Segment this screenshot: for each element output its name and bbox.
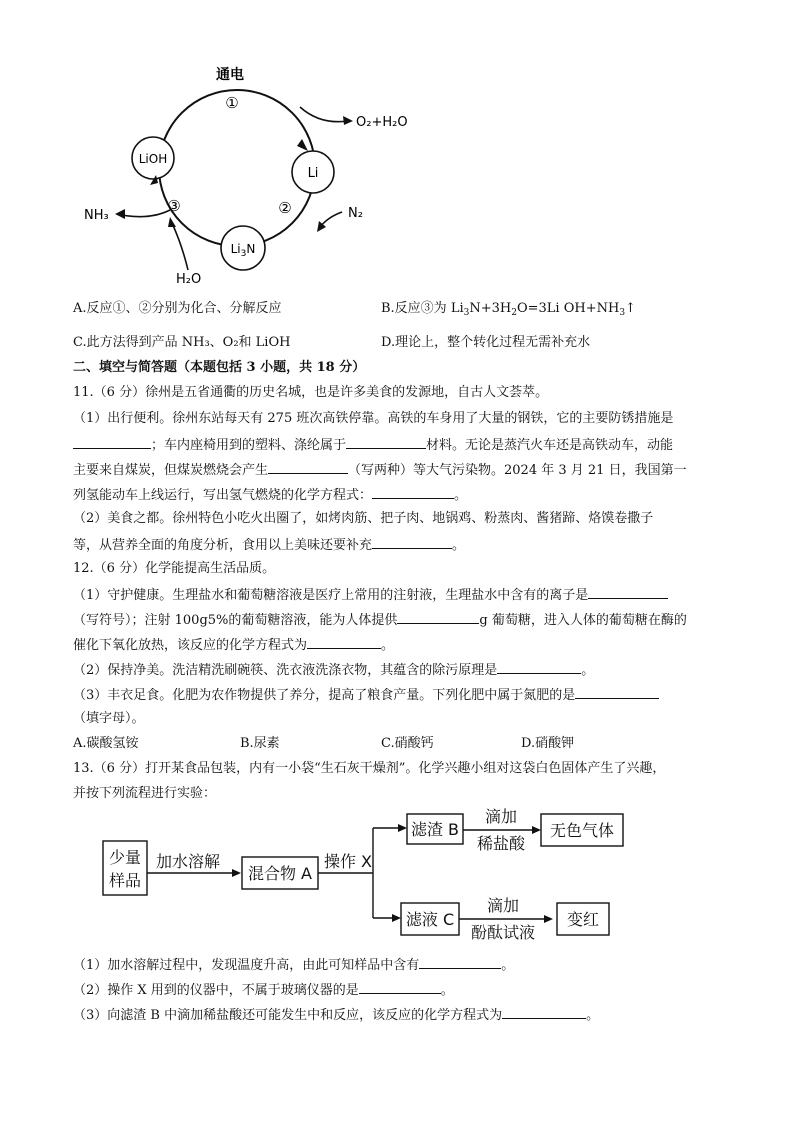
up-arrow: ↑ xyxy=(625,301,636,316)
q13-q3a: （3）向滤渣 B 中滴加稀盐酸还可能发生中和反应，该反应的化学方程式为 xyxy=(73,1008,503,1023)
q12-p2 xyxy=(73,660,594,680)
lithium-cycle-diagram xyxy=(70,55,430,290)
o2-h2o-label: O₂+H₂O xyxy=(356,115,408,130)
q11-p2-line1: （2）美食之都。徐州特色小吃火出圈了，如烤肉筋、把子肉、地锅鸡、粉蒸肉、酱猪蹄、烙馍卷撒子 xyxy=(73,511,654,526)
hcl-arrowhead xyxy=(532,826,541,834)
option-a: A.反应①、②分别为化合、分解反应 xyxy=(73,301,282,316)
answer-blank[interactable] xyxy=(497,660,581,674)
sample-label-2: 样品 xyxy=(108,871,142,890)
q12-p2a: （2）保持净美。洗洁精洗刷碗筷、洗衣液洗涤衣物，其蕴含的除污原理是 xyxy=(73,663,498,678)
q11-p1-line4a: 列氢能动车上线运行，写出氢气燃烧的化学方程式： xyxy=(73,488,373,503)
q13-q1a: （1）加水溶解过程中，发现温度升高，由此可知样品中含有 xyxy=(73,958,420,973)
nh3-arrowhead xyxy=(115,209,125,219)
step-1-label: ① xyxy=(225,94,239,112)
filtrate-label: 滤液 C xyxy=(405,910,455,929)
answer-blank[interactable] xyxy=(307,635,381,649)
turns-red-label: 变红 xyxy=(566,910,600,929)
phenolphthalein-label: 酚酞试液 xyxy=(470,923,536,942)
q11-p2-line2 xyxy=(73,535,465,555)
o2-h2o-arrow xyxy=(300,107,348,122)
q13-q1 xyxy=(73,955,514,975)
n2-label: N₂ xyxy=(348,206,363,221)
q11-p1-line3 xyxy=(73,460,687,480)
answer-blank[interactable] xyxy=(268,460,348,474)
q11-p2-line2a: 等，从营养全面的角度分析，食用以上美味还要补充 xyxy=(73,538,373,553)
q11-p1-line4b: 。 xyxy=(454,488,468,503)
q11-p1-line2b: 材料。无论是蒸汽火车还是高铁动车，动能 xyxy=(426,438,674,453)
answer-blank[interactable] xyxy=(397,610,479,624)
q13-q3b: 。 xyxy=(586,1008,600,1023)
q11-p1-line3b: （写两种）等大气污染物。2024 年 3 月 21 日，我国第一 xyxy=(348,463,687,478)
q12-choice-c: C.硝酸钙 xyxy=(381,736,434,751)
option-d: D.理论上，整个转化过程无需补充水 xyxy=(381,335,591,350)
option-b-sub2: 2 xyxy=(511,308,517,318)
q12-p1-line3b: 。 xyxy=(381,638,395,653)
answer-blank[interactable] xyxy=(419,955,501,969)
h2o-arrow xyxy=(172,223,188,270)
answer-blank[interactable] xyxy=(73,435,151,449)
q13-stem-line1: 13.（6 分）打开某食品包装，内有一小袋“生石灰干燥剂”。化学兴趣小组对这袋白色固体产生了兴趣， xyxy=(73,761,666,776)
nh3-arrow xyxy=(122,210,170,217)
q11-p1-line2 xyxy=(73,435,673,455)
branch-bottom-arrowhead xyxy=(392,914,401,922)
option-b xyxy=(381,300,636,322)
q12-p3-line1-text: （3）丰衣足食。化肥为农作物提供了养分，提高了粮食产量。下列化肥中属于氮肥的是 xyxy=(73,688,576,703)
q11-stem: 11.（6 分）徐州是五省通衢的历史名城，也是许多美食的发源地，自古人文荟萃。 xyxy=(73,385,549,400)
dissolve-arrowhead xyxy=(232,869,241,877)
experiment-flowchart xyxy=(95,800,640,950)
step-2-label: ② xyxy=(278,199,292,217)
li3n-node xyxy=(221,226,265,270)
q11-p1-line4 xyxy=(73,485,467,505)
step-3-label: ③ xyxy=(167,197,181,215)
top-label: 通电 xyxy=(216,67,244,83)
q12-p2b: 。 xyxy=(581,663,595,678)
add-label-2: 滴加 xyxy=(486,896,520,915)
li-label: Li xyxy=(307,166,319,181)
mixture-label: 混合物 A xyxy=(247,864,313,883)
q12-p1-line2a: （写符号）；注射 100g5%的葡萄糖溶液，能为人体提供 xyxy=(73,613,398,628)
option-b-sub3: 3 xyxy=(619,308,626,318)
li3n-label: $Li_3N$ xyxy=(230,242,256,259)
answer-blank[interactable] xyxy=(346,435,426,449)
q12-p1-line1 xyxy=(73,585,668,605)
q11-p2-line2b: 。 xyxy=(452,538,466,553)
h2o-label: H₂O xyxy=(176,272,202,287)
option-b-post: O=3Li OH+NH xyxy=(516,301,620,316)
q12-p1-line2 xyxy=(73,610,687,630)
q12-stem: 12.（6 分）化学能提高生活品质。 xyxy=(73,561,276,576)
q11-p1-line2a: ；车内座椅用到的塑料、涤纶属于 xyxy=(151,438,347,453)
answer-blank[interactable] xyxy=(359,980,441,994)
lioh-label: LiOH xyxy=(138,152,168,166)
phenolphthalein-arrowhead xyxy=(544,915,553,923)
gas-label: 无色气体 xyxy=(549,821,615,840)
answer-blank[interactable] xyxy=(372,535,452,549)
sample-label-1: 少量 xyxy=(108,848,142,867)
q13-q2a: （2）操作 X 用到的仪器中，不属于玻璃仪器的是 xyxy=(73,983,359,998)
q12-choice-b: B.尿素 xyxy=(240,736,280,751)
dissolve-label: 加水溶解 xyxy=(155,852,221,871)
option-b-mid: N+3H xyxy=(469,301,512,316)
hcl-label: 稀盐酸 xyxy=(476,834,526,853)
residue-label: 滤渣 B xyxy=(410,820,460,839)
q12-p3-line1 xyxy=(73,685,659,705)
q12-p1-line3 xyxy=(73,635,394,655)
q13-q3 xyxy=(73,1005,599,1025)
q12-p1-line2b: g 葡萄糖，进入人体的葡萄糖在酶的 xyxy=(479,613,687,628)
q12-choice-d: D.硝酸钾 xyxy=(521,736,575,751)
h2o-arrowhead xyxy=(168,217,176,227)
answer-blank[interactable] xyxy=(502,1005,586,1019)
section-2-title: 二、填空与简答题（本题包括 3 小题，共 18 分） xyxy=(73,360,366,375)
answer-blank[interactable] xyxy=(575,685,659,699)
branch-top-arrowhead xyxy=(398,824,407,832)
q13-stem-line2: 并按下列流程进行实验： xyxy=(73,786,217,801)
option-b-sub1: 3 xyxy=(463,308,470,318)
operation-label: 操作 X xyxy=(323,852,373,871)
option-c: C.此方法得到产品 NH₃、O₂和 LiOH xyxy=(73,335,291,350)
nh3-label: NH₃ xyxy=(84,208,109,223)
o2-h2o-arrowhead xyxy=(343,116,353,125)
q13-q1b: 。 xyxy=(501,958,515,973)
answer-blank[interactable] xyxy=(372,485,454,499)
answer-blank[interactable] xyxy=(588,585,668,599)
q13-q2b: 。 xyxy=(440,983,454,998)
q12-p3-line2: （填字母）。 xyxy=(73,711,145,726)
add-label-1: 滴加 xyxy=(484,807,518,826)
q12-p1-line3a: 催化下氧化放热，该反应的化学方程式为 xyxy=(73,638,308,653)
q12-choice-a: A.碳酸氢铵 xyxy=(73,736,139,751)
ring-arrow-li xyxy=(297,139,308,151)
option-b-pre: B.反应③为 Li xyxy=(381,301,464,316)
q13-q2 xyxy=(73,980,454,1000)
q11-p1-line3a: 主要来自煤炭，但煤炭燃烧会产生 xyxy=(73,463,269,478)
q11-p1-line1: （1）出行便利。徐州东站每天有 275 班次高铁停靠。高铁的车身用了大量的钢铁，它的主要防锈措施是 xyxy=(73,411,674,426)
q12-p1-line1-text: （1）守护健康。生理盐水和葡萄糖溶液是医疗上常用的注射液，生理盐水中含有的离子是 xyxy=(73,588,589,603)
